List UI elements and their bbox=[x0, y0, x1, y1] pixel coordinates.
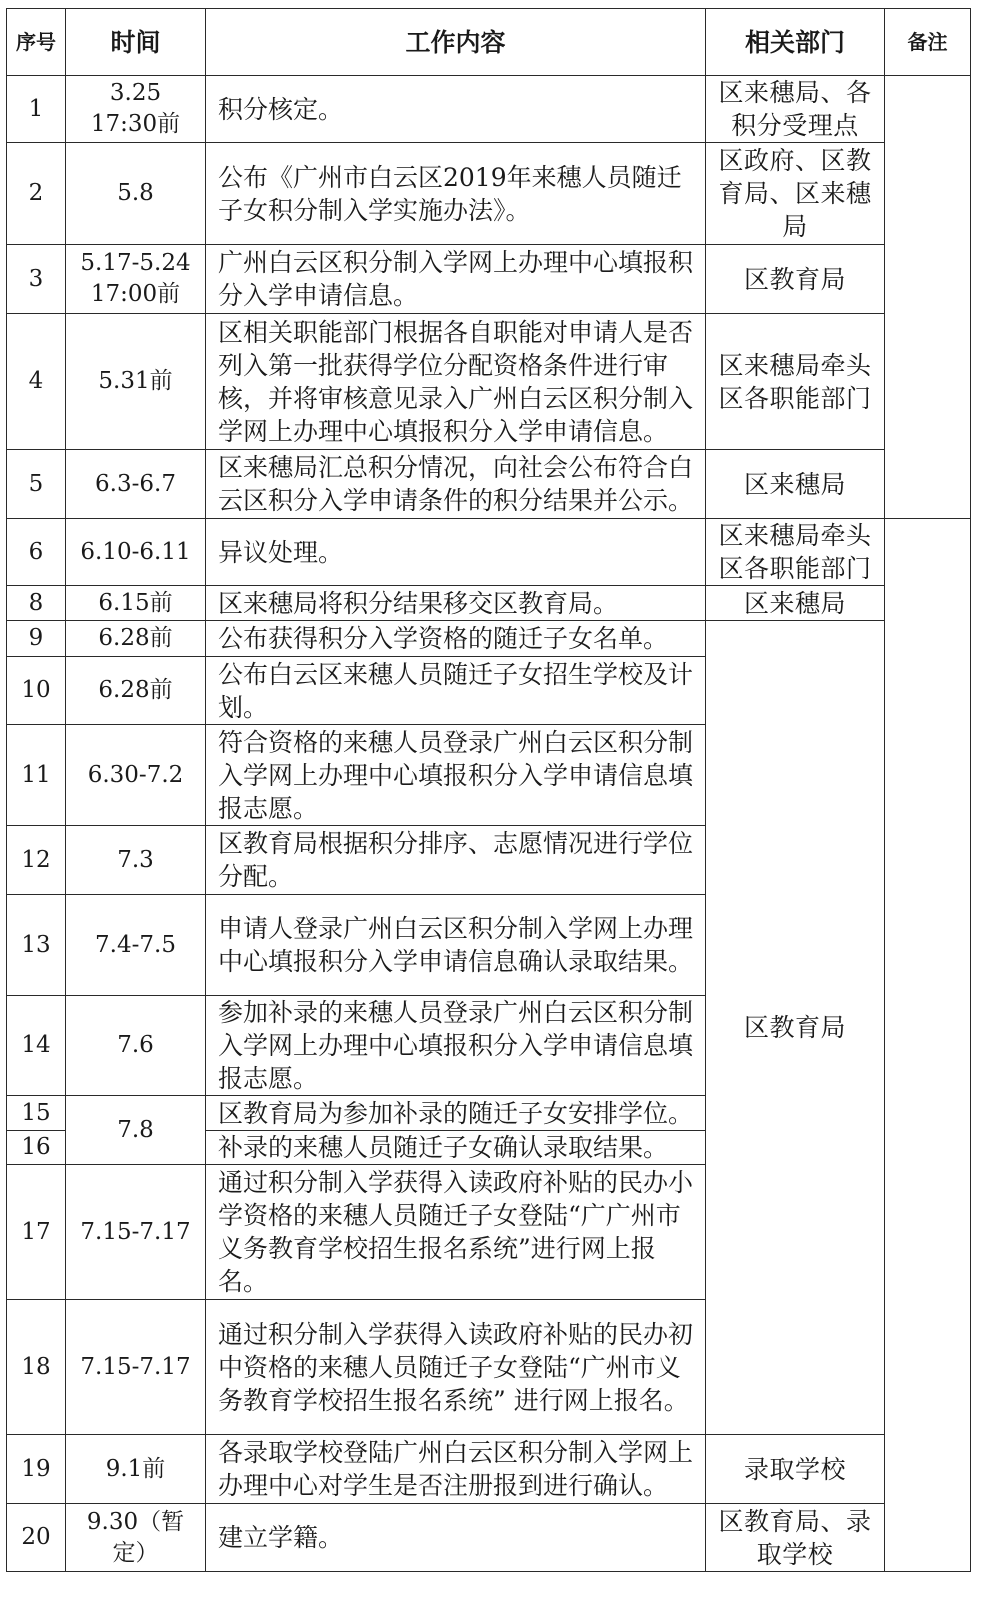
page bbox=[6, 8, 971, 1572]
row-seq: 11 bbox=[7, 725, 66, 826]
header-note: 备注 bbox=[885, 9, 971, 76]
row-content: 广州白云区积分制入学网上办理中心填报积分入学申请信息。 bbox=[206, 245, 706, 314]
row-seq: 18 bbox=[7, 1300, 66, 1435]
row-seq: 8 bbox=[7, 586, 66, 621]
table-row bbox=[7, 245, 971, 314]
row-dept: 区来穗局牵头区各职能部门 bbox=[706, 314, 885, 450]
row-seq: 10 bbox=[7, 657, 66, 725]
row-seq: 4 bbox=[7, 314, 66, 450]
table-row bbox=[7, 314, 971, 450]
row-seq: 16 bbox=[7, 1131, 66, 1165]
header-time: 时间 bbox=[66, 9, 206, 76]
row-content: 通过积分制入学获得入读政府补贴的民办小学资格的来穗人员随迁子女登陆“广广州市义务教育学校招生报名系统”进行网上报名。 bbox=[206, 1165, 706, 1300]
row-time: 6.15前 bbox=[66, 586, 206, 621]
row-content: 补录的来穗人员随迁子女确认录取结果。 bbox=[206, 1131, 706, 1165]
row-seq: 6 bbox=[7, 519, 66, 586]
table-row bbox=[7, 586, 971, 621]
row-time: 5.17-5.24 17:00前 bbox=[66, 245, 206, 314]
table-row bbox=[7, 450, 971, 519]
row-content: 区来穗局汇总积分情况，向社会公布符合白云区积分入学申请条件的积分结果并公示。 bbox=[206, 450, 706, 519]
row-time: 3.25 17:30前 bbox=[66, 76, 206, 143]
table-header-row bbox=[7, 9, 971, 76]
row-content: 公布《广州市白云区2019年来穗人员随迁子女积分制入学实施办法》。 bbox=[206, 143, 706, 245]
row-content: 参加补录的来穗人员登录广州白云区积分制入学网上办理中心填报积分入学申请信息填报志愿。 bbox=[206, 996, 706, 1096]
row-seq: 1 bbox=[7, 76, 66, 143]
row-content: 区教育局根据积分排序、志愿情况进行学位分配。 bbox=[206, 826, 706, 895]
row-time: 5.31前 bbox=[66, 314, 206, 450]
row-time: 7.15-7.17 bbox=[66, 1300, 206, 1435]
header-content: 工作内容 bbox=[206, 9, 706, 76]
row-time: 9.1前 bbox=[66, 1435, 206, 1504]
row-time: 6.3-6.7 bbox=[66, 450, 206, 519]
table-row bbox=[7, 76, 971, 143]
row-dept: 区教育局 bbox=[706, 245, 885, 314]
row-content: 公布获得积分入学资格的随迁子女名单。 bbox=[206, 621, 706, 657]
row-content: 区教育局为参加补录的随迁子女安排学位。 bbox=[206, 1096, 706, 1131]
header-dept: 相关部门 bbox=[706, 9, 885, 76]
row-time: 7.15-7.17 bbox=[66, 1165, 206, 1300]
table-row bbox=[7, 1435, 971, 1504]
row-content: 区相关职能部门根据各自职能对申请人是否列入第一批获得学位分配资格条件进行审核，并将审核意见录入广州白云区积分制入学网上办理中心填报积分入学申请信息。 bbox=[206, 314, 706, 450]
row-dept: 录取学校 bbox=[706, 1435, 885, 1504]
row-dept: 区来穗局 bbox=[706, 450, 885, 519]
schedule-table bbox=[6, 8, 971, 1572]
row-seq: 12 bbox=[7, 826, 66, 895]
row-dept: 区来穗局 bbox=[706, 586, 885, 621]
table-row bbox=[7, 143, 971, 245]
row-seq: 13 bbox=[7, 895, 66, 996]
row-seq: 15 bbox=[7, 1096, 66, 1131]
row-time: 5.8 bbox=[66, 143, 206, 245]
row-dept: 区政府、区教育局、区来穗局 bbox=[706, 143, 885, 245]
row-seq: 9 bbox=[7, 621, 66, 657]
note-cell bbox=[885, 76, 971, 519]
row-dept-merged: 区教育局 bbox=[706, 621, 885, 1435]
row-content: 各录取学校登陆广州白云区积分制入学网上办理中心对学生是否注册报到进行确认。 bbox=[206, 1435, 706, 1504]
row-time: 7.6 bbox=[66, 996, 206, 1096]
row-time: 9.30（暂定） bbox=[66, 1504, 206, 1572]
row-seq: 3 bbox=[7, 245, 66, 314]
row-seq: 20 bbox=[7, 1504, 66, 1572]
row-content: 申请人登录广州白云区积分制入学网上办理中心填报积分入学申请信息确认录取结果。 bbox=[206, 895, 706, 996]
row-content: 符合资格的来穗人员登录广州白云区积分制入学网上办理中心填报积分入学申请信息填报志愿。 bbox=[206, 725, 706, 826]
row-seq: 2 bbox=[7, 143, 66, 245]
row-content: 公布白云区来穗人员随迁子女招生学校及计划。 bbox=[206, 657, 706, 725]
row-content: 建立学籍。 bbox=[206, 1504, 706, 1572]
row-dept: 区来穗局、各积分受理点 bbox=[706, 76, 885, 143]
row-seq: 19 bbox=[7, 1435, 66, 1504]
row-time: 6.28前 bbox=[66, 657, 206, 725]
table-row bbox=[7, 1504, 971, 1572]
row-seq: 5 bbox=[7, 450, 66, 519]
table-row bbox=[7, 519, 971, 586]
row-time: 7.3 bbox=[66, 826, 206, 895]
row-content: 异议处理。 bbox=[206, 519, 706, 586]
row-time: 6.30-7.2 bbox=[66, 725, 206, 826]
row-dept: 区来穗局牵头区各职能部门 bbox=[706, 519, 885, 586]
row-content: 区来穗局将积分结果移交区教育局。 bbox=[206, 586, 706, 621]
row-content: 积分核定。 bbox=[206, 76, 706, 143]
row-time: 7.8 bbox=[66, 1096, 206, 1165]
row-dept: 区教育局、录取学校 bbox=[706, 1504, 885, 1572]
row-time: 6.28前 bbox=[66, 621, 206, 657]
table-row bbox=[7, 621, 971, 657]
row-seq: 17 bbox=[7, 1165, 66, 1300]
row-time: 6.10-6.11 bbox=[66, 519, 206, 586]
row-content: 通过积分制入学获得入读政府补贴的民办初中资格的来穗人员随迁子女登陆“广州市义务教育学校招生报名系统” 进行网上报名。 bbox=[206, 1300, 706, 1435]
header-seq: 序号 bbox=[7, 9, 66, 76]
row-time: 7.4-7.5 bbox=[66, 895, 206, 996]
note-cell bbox=[885, 519, 971, 1572]
row-seq: 14 bbox=[7, 996, 66, 1096]
